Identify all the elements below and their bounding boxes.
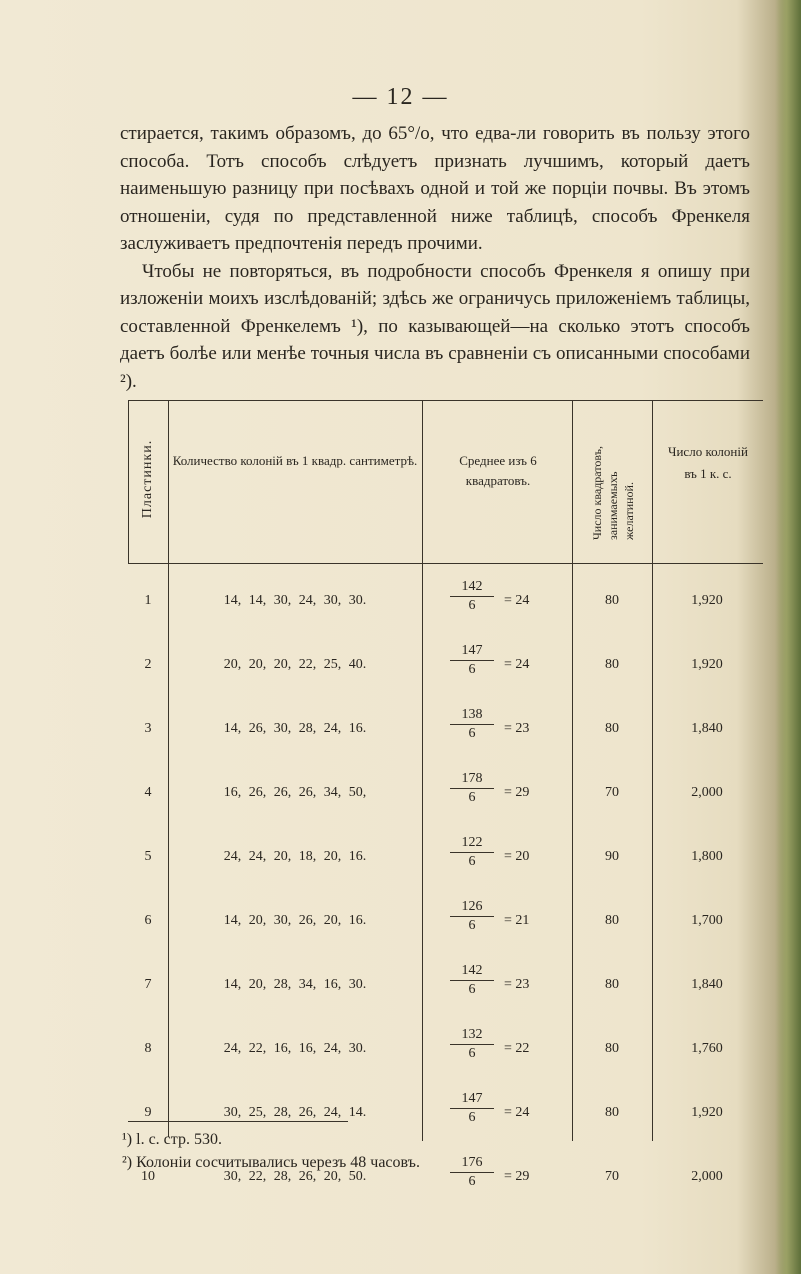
fraction: [450, 643, 494, 678]
table-row: [128, 707, 763, 775]
fraction-numerator: 122: [450, 835, 494, 853]
row-counts: 20, 20, 20, 22, 25, 40.: [223, 657, 367, 672]
paragraph-2: Чтобы не повторяться, въ подробности способъ Френкеля я опишу при изложеніи моихъ изслѣдованій; здѣсь же ограничусь приложеніемъ таблицы, составленной Френкелемъ ¹), по казывающей—на сколько этотъ способъ даетъ болѣе или менѣе точныя числа въ сравненіи съ описанными способами ²).: [120, 260, 750, 392]
row-mean: [422, 899, 572, 955]
header-plates: Пластинки.: [140, 439, 155, 519]
mean-value: = 23: [504, 977, 530, 992]
row-colonies: 1,840: [691, 721, 723, 736]
row-counts: 24, 24, 20, 18, 20, 16.: [223, 849, 367, 864]
row-index: 1: [144, 593, 152, 608]
row-squares: 80: [605, 721, 619, 736]
header-mean: Среднее изъ 6 квадратовъ.: [459, 453, 537, 488]
row-mean: [422, 963, 572, 1019]
row-counts: 16, 26, 26, 26, 34, 50,: [223, 785, 367, 800]
table-rule: [128, 401, 129, 563]
row-index: 3: [144, 721, 152, 736]
fraction-denominator: 6: [468, 662, 476, 677]
row-squares: 80: [605, 1105, 619, 1120]
row-counts: 14, 26, 30, 28, 24, 16.: [223, 721, 367, 736]
row-colonies: 1,700: [691, 913, 723, 928]
row-index: 10: [141, 1169, 155, 1184]
fraction-denominator: 6: [468, 598, 476, 613]
fraction-numerator: 132: [450, 1027, 494, 1045]
row-counts: 30, 25, 28, 26, 24, 14.: [223, 1105, 367, 1120]
row-counts: 24, 22, 16, 16, 24, 30.: [223, 1041, 367, 1056]
fraction: [450, 771, 494, 806]
row-colonies: 1,760: [691, 1041, 723, 1056]
fraction-numerator: 176: [450, 1155, 494, 1173]
mean-value: = 24: [504, 1105, 530, 1120]
header-counts: Количество колоній въ 1 квадр. сантиметрѣ.: [172, 453, 418, 468]
fraction-numerator: 142: [450, 963, 494, 981]
table-row: [128, 643, 763, 711]
table-row: [128, 899, 763, 967]
paragraph-1: стирается, такимъ образомъ, до 65°/о, что едва-ли говорить въ пользу этого способа. Тотъ способъ слѣдуетъ признать лучшимъ, который даетъ наименьшую разницу при посѣвахъ одной и той же порціи почвы. Въ этомъ отношеніи, судя по представленной ниже таблицѣ, способъ Френкеля заслуживаетъ предпочтенія передъ прочими.: [120, 123, 750, 254]
row-squares: 80: [605, 913, 619, 928]
header-rule: [128, 563, 763, 564]
fraction: [450, 1091, 494, 1126]
mean-value: = 29: [504, 1169, 530, 1184]
row-mean: [422, 707, 572, 763]
fraction: [450, 899, 494, 934]
header-colonies: Число колоній въ 1 к. с.: [668, 444, 748, 481]
fraction-numerator: 138: [450, 707, 494, 725]
row-colonies: 1,920: [691, 1105, 723, 1120]
row-mean: [422, 643, 572, 699]
row-colonies: 1,920: [691, 657, 723, 672]
row-index: 8: [144, 1041, 152, 1056]
row-squares: 70: [605, 785, 619, 800]
mean-value: = 23: [504, 721, 530, 736]
fraction-numerator: 147: [450, 643, 494, 661]
mean-value: = 20: [504, 849, 530, 864]
footnotes: [122, 1128, 762, 1174]
row-counts: 14, 20, 30, 26, 20, 16.: [223, 913, 367, 928]
fraction-denominator: 6: [468, 1046, 476, 1061]
row-colonies: 2,000: [691, 785, 723, 800]
fraction-denominator: 6: [468, 918, 476, 933]
row-index: 4: [144, 785, 152, 800]
fraction: [450, 579, 494, 614]
fraction-denominator: 6: [468, 726, 476, 741]
row-index: 5: [144, 849, 152, 864]
fraction: [450, 707, 494, 742]
mean-value: = 24: [504, 657, 530, 672]
body-text: [120, 120, 750, 395]
row-mean: [422, 579, 572, 635]
fraction-numerator: 147: [450, 1091, 494, 1109]
mean-value: = 24: [504, 593, 530, 608]
row-squares: 80: [605, 593, 619, 608]
table-row: [128, 579, 763, 647]
table-row: [128, 835, 763, 903]
table-row: [128, 1027, 763, 1095]
fraction-numerator: 126: [450, 899, 494, 917]
fraction-denominator: 6: [468, 982, 476, 997]
row-squares: 80: [605, 977, 619, 992]
row-mean: [422, 1027, 572, 1083]
row-colonies: 1,920: [691, 593, 723, 608]
row-counts: 30, 22, 28, 26, 20, 50.: [223, 1169, 367, 1184]
fraction-denominator: 6: [468, 1110, 476, 1125]
table-row: [128, 963, 763, 1031]
row-index: 2: [144, 657, 152, 672]
row-mean: [422, 771, 572, 827]
page-edge: [775, 0, 801, 1274]
fraction-denominator: 6: [468, 1174, 476, 1189]
mean-value: = 21: [504, 913, 530, 928]
fraction-denominator: 6: [468, 790, 476, 805]
row-counts: 14, 20, 28, 34, 16, 30.: [223, 977, 367, 992]
fraction-denominator: 6: [468, 854, 476, 869]
footnote-1: ¹) l. c. стр. 530.: [122, 1131, 222, 1148]
mean-value: = 22: [504, 1041, 530, 1056]
row-counts: 14, 14, 30, 24, 30, 30.: [223, 593, 367, 608]
row-squares: 80: [605, 1041, 619, 1056]
row-mean: [422, 835, 572, 891]
footnote-2: ²) Колоніи сосчитывались черезъ 48 часовъ.: [122, 1154, 420, 1171]
fraction-numerator: 178: [450, 771, 494, 789]
fraction: [450, 835, 494, 870]
fraction: [450, 1027, 494, 1062]
row-index: 6: [144, 913, 152, 928]
fraction: [450, 963, 494, 998]
row-squares: 80: [605, 657, 619, 672]
footnote-rule: [128, 1121, 348, 1122]
row-colonies: 2,000: [691, 1169, 723, 1184]
row-squares: 70: [605, 1169, 619, 1184]
mean-value: = 29: [504, 785, 530, 800]
table-row: [128, 771, 763, 839]
row-colonies: 1,800: [691, 849, 723, 864]
header-squares: Число квадратовъ, занимаемыхъ желатиной.: [590, 446, 636, 540]
page-number: — 12 —: [352, 84, 449, 110]
row-squares: 90: [605, 849, 619, 864]
fraction-numerator: 142: [450, 579, 494, 597]
row-colonies: 1,840: [691, 977, 723, 992]
row-index: 9: [144, 1105, 152, 1120]
row-index: 7: [144, 977, 152, 992]
